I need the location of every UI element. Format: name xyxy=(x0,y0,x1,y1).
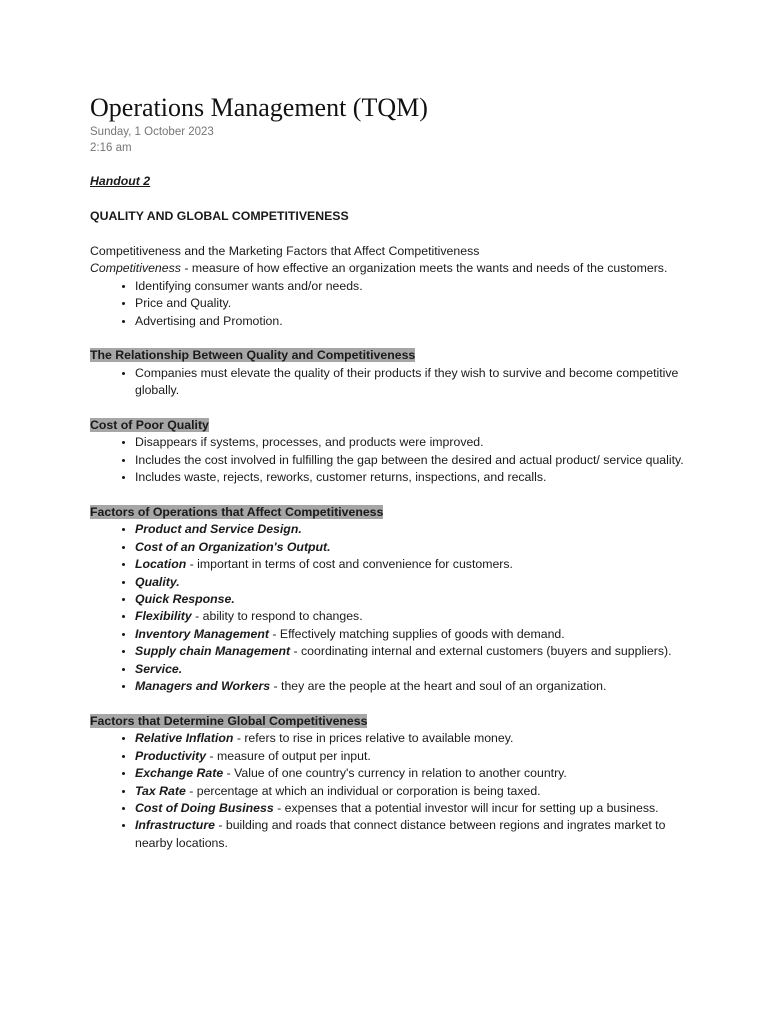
global-factors-section xyxy=(90,713,690,730)
poor-quality-bullet-list xyxy=(90,434,690,486)
list-item xyxy=(135,574,690,591)
factor-term: Location xyxy=(135,557,187,572)
note-time: 2:16 am xyxy=(90,142,132,154)
note-date: Sunday, 1 October 2023 xyxy=(90,126,214,138)
factor-desc: - ability to respond to changes. xyxy=(191,609,363,624)
relationship-section xyxy=(90,347,690,364)
poor-quality-heading: Cost of Poor Quality xyxy=(90,418,209,433)
operations-factors-heading: Factors of Operations that Affect Competitiveness xyxy=(90,505,384,520)
list-item: • Includes waste, rejects, reworks, customer returns, inspections, and recalls. xyxy=(135,469,690,486)
intro-bullet-list xyxy=(90,278,690,330)
handout-label: Handout 2 xyxy=(90,174,151,189)
intro-line: Competitiveness and the Marketing Factors that Affect Competitiveness xyxy=(90,243,480,258)
list-item: • Identifying consumer wants and/or needs. xyxy=(135,278,690,295)
global-factors-heading: Factors that Determine Global Competitiveness xyxy=(90,713,368,728)
list-item xyxy=(135,643,690,660)
list-item: • Companies must elevate the quality of their products if they wish to survive and become competitive globally. xyxy=(135,365,690,400)
factor-desc: - they are the people at the heart and soul of an organization. xyxy=(270,679,607,694)
factor-term: Supply chain Management xyxy=(135,644,291,659)
section-heading: QUALITY AND GLOBAL COMPETITIVENESS xyxy=(90,209,349,224)
list-item xyxy=(135,817,690,852)
list-item xyxy=(135,556,690,573)
factor-term: Managers and Workers xyxy=(135,679,271,694)
factor-term: Cost of an Organization's Output. xyxy=(135,539,331,554)
poor-quality-section xyxy=(90,417,690,434)
factor-desc: - important in terms of cost and convenience for customers. xyxy=(186,557,513,572)
relationship-bullet-list xyxy=(90,365,690,400)
list-item xyxy=(135,591,690,608)
factor-term: Tax Rate xyxy=(135,783,186,798)
list-item xyxy=(135,678,690,695)
factor-term: Quality. xyxy=(135,574,180,589)
factor-term: Exchange Rate xyxy=(135,766,224,781)
list-item xyxy=(135,626,690,643)
list-item xyxy=(135,748,690,765)
relationship-heading: The Relationship Between Quality and Competitiveness xyxy=(90,348,416,363)
list-item xyxy=(135,783,690,800)
list-item: • Includes the cost involved in fulfilling the gap between the desired and actual product/ service quality. xyxy=(135,452,690,469)
factor-desc: - expenses that a potential investor will incur for setting up a business. xyxy=(273,800,659,815)
list-item xyxy=(135,539,690,556)
factor-term: Productivity xyxy=(135,748,207,763)
factor-desc: - Effectively matching supplies of goods with demand. xyxy=(268,626,565,641)
definition-text: - measure of how effective an organization meets the wants and needs of the customers. xyxy=(180,261,668,276)
list-item xyxy=(135,661,690,678)
list-item xyxy=(135,521,690,538)
page-title[interactable]: Operations Management (TQM) xyxy=(90,93,428,122)
operations-factors-section xyxy=(90,504,690,521)
definition-term: Competitiveness xyxy=(90,261,181,276)
factor-desc: - coordinating internal and external customers (buyers and suppliers). xyxy=(290,644,672,659)
factor-desc: - measure of output per input. xyxy=(206,748,371,763)
factor-desc: - percentage at which an individual or corporation is being taxed. xyxy=(185,783,541,798)
competitiveness-definition xyxy=(90,260,690,277)
factor-term: Relative Inflation xyxy=(135,731,234,746)
factor-term: Infrastructure xyxy=(135,818,215,833)
note-page xyxy=(90,92,690,852)
factor-desc: - Value of one country's currency in relation to another country. xyxy=(223,766,567,781)
factor-term: Product and Service Design. xyxy=(135,522,302,537)
list-item xyxy=(135,608,690,625)
factor-desc: - refers to rise in prices relative to available money. xyxy=(233,731,514,746)
list-item xyxy=(135,800,690,817)
list-item: • Advertising and Promotion. xyxy=(135,313,690,330)
factor-desc: - building and roads that connect distance between regions and ingrates market to nearby locations. xyxy=(135,818,666,850)
factor-term: Cost of Doing Business xyxy=(135,800,274,815)
operations-factors-list xyxy=(90,521,690,695)
list-item xyxy=(135,730,690,747)
global-factors-list xyxy=(90,730,690,852)
factor-term: Inventory Management xyxy=(135,626,269,641)
factor-term: Flexibility xyxy=(135,609,192,624)
factor-term: Quick Response. xyxy=(135,592,235,607)
list-item xyxy=(135,765,690,782)
list-item: • Disappears if systems, processes, and products were improved. xyxy=(135,434,690,451)
factor-term: Service. xyxy=(135,661,183,676)
list-item: • Price and Quality. xyxy=(135,295,690,312)
